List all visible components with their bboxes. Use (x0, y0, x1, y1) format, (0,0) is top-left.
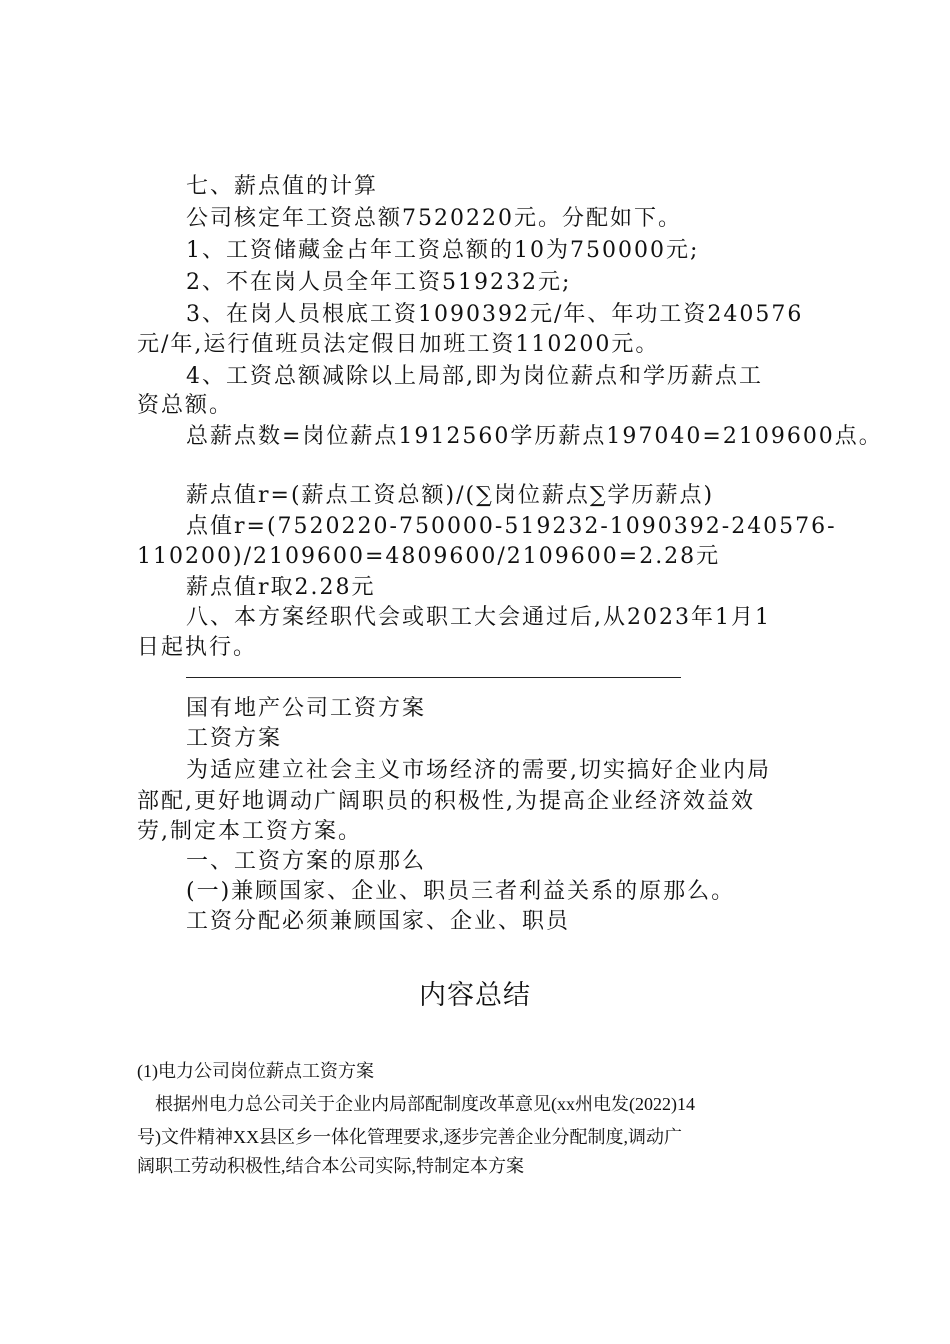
formula-line: 薪点值r=(薪点工资总额)/(∑岗位薪点∑学历薪点) (186, 483, 715, 508)
principle-1-text: 工资分配必须兼顾国家、企业、职员 (186, 909, 571, 934)
summary-paragraph-line-1: 根据州电力总公司关于企业内局部配制度改革意见(xx州电发(2022)14 (155, 1094, 695, 1114)
item-3-line-2: 元/年,运行值班员法定假日加班工资110200元。 (137, 332, 660, 357)
summary-paragraph-line-2: 号)文件精神XX县区乡一体化管理要求,逐步完善企业分配制度,调动广 (137, 1127, 682, 1147)
dashed-separator (186, 677, 681, 678)
item-3-line-1: 3、在岗人员根底工资1090392元/年、年功工资240576 (186, 302, 804, 327)
intro-line-3: 劳,制定本工资方案。 (137, 819, 362, 844)
second-doc-title: 国有地产公司工资方案 (186, 696, 427, 721)
item-1: 1、工资储藏金占年工资总额的10为750000元; (186, 238, 700, 263)
salary-total-line: 公司核定年工资总额7520220元。分配如下。 (186, 206, 682, 231)
result-line: 薪点值r取2.28元 (186, 575, 376, 600)
intro-line-2: 部配,更好地调动广阔职员的积极性,为提高企业经济效益效 (137, 789, 755, 814)
summary-title: 内容总结 (419, 980, 531, 1011)
section-8-line-2: 日起执行。 (137, 635, 258, 660)
item-4-line-1: 4、工资总额减除以上局部,即为岗位薪点和学历薪点工 (186, 364, 763, 389)
calculation-line-2: 110200)/2109600=4809600/2109600=2.28元 (137, 544, 721, 569)
total-points-line: 总薪点数=岗位薪点1912560学历薪点197040=2109600点。 (186, 424, 883, 449)
principle-1: (一)兼顾国家、企业、职员三者利益关系的原那么。 (186, 879, 736, 904)
principle-heading: 一、工资方案的原那么 (186, 849, 427, 874)
calculation-line-1: 点值r=(7520220-750000-519232-1090392-240576- (186, 514, 837, 539)
summary-paragraph-line-3: 阔职工劳动积极性,结合本公司实际,特制定本方案 (137, 1156, 524, 1176)
item-4-line-2: 资总额。 (137, 393, 234, 418)
summary-item-label: (1)电力公司岗位薪点工资方案 (137, 1061, 374, 1081)
intro-line-1: 为适应建立社会主义市场经济的需要,切实搞好企业内局 (186, 758, 771, 783)
section-8-line-1: 八、本方案经职代会或职工大会通过后,从2023年1月1 (186, 605, 771, 630)
section-7-heading: 七、薪点值的计算 (186, 174, 379, 199)
item-2: 2、不在岗人员全年工资519232元; (186, 270, 572, 295)
second-doc-subtitle: 工资方案 (186, 726, 283, 751)
